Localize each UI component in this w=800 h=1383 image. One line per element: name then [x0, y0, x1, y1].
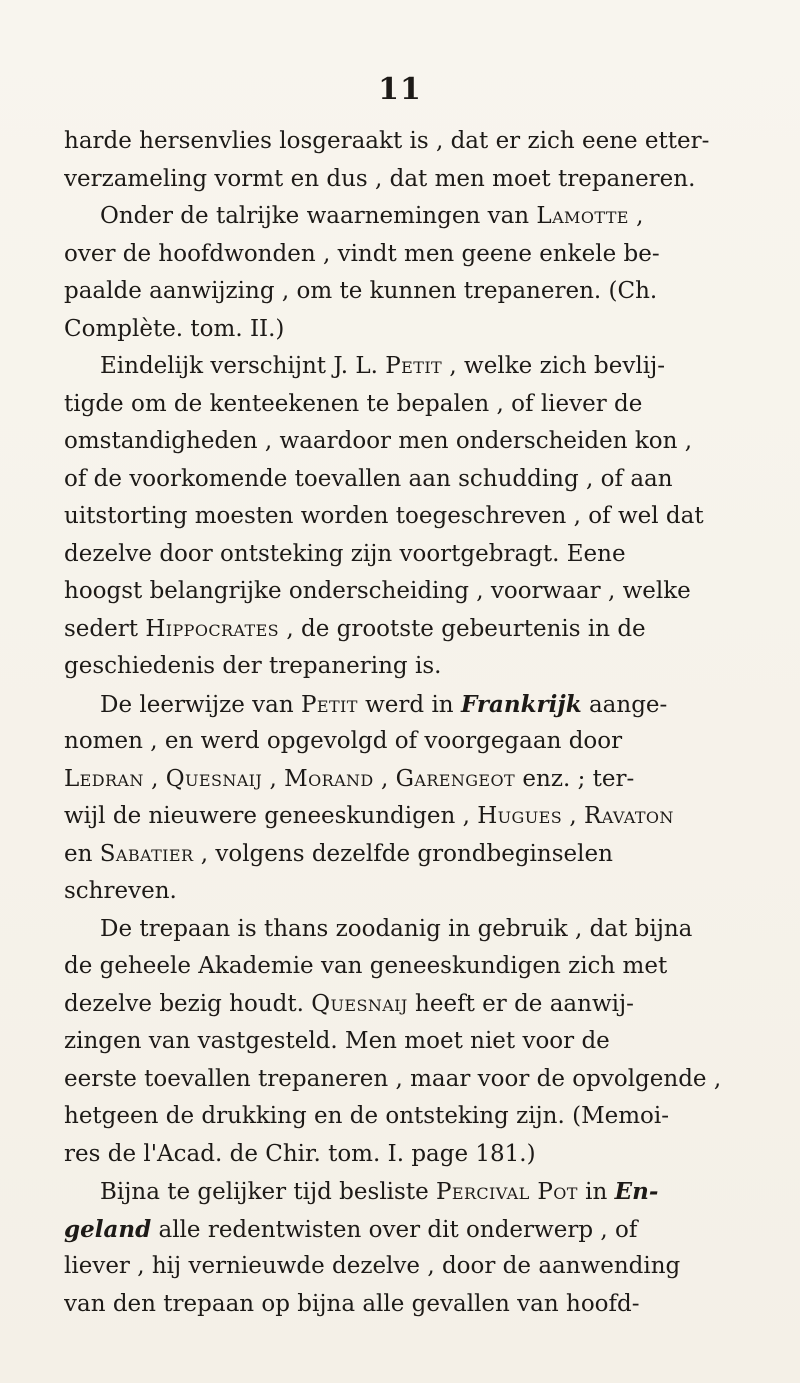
- text-segment: ,: [143, 765, 166, 792]
- text-segment: in: [577, 1179, 615, 1205]
- text-line: [64, 873, 736, 911]
- text-line: [64, 611, 736, 649]
- text-segment: tigde om de kenteekenen te bepalen , of liever de: [64, 390, 643, 417]
- text-segment: geschiedenis der trepanering is.: [64, 653, 442, 679]
- text-line: [64, 1248, 736, 1286]
- text-segment: dezelve door ontsteking zijn voortgebragt. Eene: [64, 540, 626, 567]
- text-line: [64, 386, 736, 424]
- text-segment: paalde aanwijzing , om te kunnen trepaneren. (Ch.: [64, 278, 658, 304]
- text-segment: of de voorkomende toevallen aan schudding , of aan: [64, 465, 673, 492]
- text-segment: hetgeen de drukking en de ontsteking zijn. (Memoi-: [64, 1103, 670, 1129]
- text-line: [64, 311, 736, 349]
- text-segment: Eindelijk verschijnt J. L.: [100, 353, 386, 379]
- name-smallcaps: Petit: [385, 353, 443, 379]
- text-line: [64, 648, 736, 686]
- text-segment: De trepaan is thans zoodanig in gebruik , dat bijna: [100, 915, 693, 942]
- name-smallcaps: Quesnaij: [311, 990, 408, 1017]
- text-line: [64, 498, 736, 536]
- text-segment: wijl de nieuwere geneeskundigen ,: [64, 803, 478, 829]
- text-segment: eerste toevallen trepaneren , maar voor de opvolgende ,: [64, 1065, 722, 1092]
- text-line: [64, 986, 736, 1024]
- text-segment: hoogst belangrijke onderscheiding , voorwaar , welke: [64, 578, 691, 604]
- name-smallcaps: Hippocrates: [145, 615, 280, 642]
- text-line: [64, 1211, 736, 1249]
- name-smallcaps: Quesnaij: [165, 765, 263, 792]
- name-smallcaps: Lamotte: [536, 203, 629, 229]
- name-smallcaps: Garengeot: [395, 765, 516, 792]
- text-line: [64, 536, 736, 574]
- text-segment: werd in: [357, 691, 461, 718]
- text-segment: verzameling vormt en dus , dat men moet trepaneren.: [64, 165, 696, 192]
- text-segment: res de l'Acad. de Chir. tom. I. page 181.): [64, 1140, 536, 1167]
- text-segment: Complète. tom. II.): [64, 315, 285, 342]
- text-line: [64, 573, 736, 611]
- text-line: [64, 798, 736, 836]
- text-line: [64, 723, 736, 761]
- name-smallcaps: Ravaton: [584, 803, 674, 829]
- text-segment: aange-: [581, 691, 668, 718]
- emphasis-italic: geland: [64, 1215, 152, 1243]
- text-segment: Bijna te gelijker tijd besliste: [100, 1179, 437, 1205]
- emphasis-italic: En-: [614, 1178, 659, 1205]
- text-segment: ,: [262, 765, 285, 792]
- text-segment: sedert: [64, 615, 146, 642]
- text-line: [64, 461, 736, 499]
- text-line: [64, 198, 736, 236]
- name-smallcaps: Percival Pot: [436, 1179, 578, 1205]
- name-smallcaps: Morand: [284, 765, 374, 792]
- text-line: [64, 1061, 736, 1099]
- name-smallcaps: Sabatier: [99, 840, 194, 867]
- text-segment: de geheele Akademie van geneeskundigen zich met: [64, 953, 668, 979]
- text-segment: liever , hij vernieuwde dezelve , door de aanwending: [64, 1253, 681, 1279]
- text-segment: alle redentwisten over dit onderwerp , of: [151, 1216, 638, 1243]
- text-segment: schreven.: [64, 878, 177, 904]
- text-segment: over de hoofdwonden , vindt men geene enkele be-: [64, 240, 660, 267]
- text-line: [64, 836, 736, 874]
- text-line: [64, 161, 736, 199]
- text-segment: omstandigheden , waardoor men onderscheiden kon ,: [64, 428, 693, 454]
- text-segment: harde hersenvlies losgeraakt is , dat er zich eene etter-: [64, 128, 710, 154]
- text-line: [64, 948, 736, 986]
- text-line: [64, 348, 736, 386]
- text-segment: De leerwijze van: [100, 691, 301, 718]
- text-segment: uitstorting moesten worden toegeschreven , of wel dat: [64, 503, 704, 529]
- text-segment: , volgens dezelfde grondbeginselen: [193, 840, 613, 867]
- text-line: [64, 1136, 736, 1174]
- text-segment: ,: [628, 203, 644, 229]
- text-segment: enz. ; ter-: [515, 765, 635, 792]
- text-segment: , welke zich bevlij-: [442, 353, 665, 379]
- text-line: [64, 1286, 736, 1324]
- text-segment: , de grootste gebeurtenis in de: [279, 615, 646, 642]
- name-smallcaps: Ledran: [64, 765, 144, 792]
- text-line: [64, 1098, 736, 1136]
- text-line: [64, 236, 736, 274]
- text-line: [64, 1023, 736, 1061]
- text-segment: heeft er de aanwij-: [407, 990, 634, 1017]
- text-segment: Onder de talrijke waarnemingen van: [100, 203, 537, 229]
- emphasis-italic: Frankrijk: [460, 690, 582, 718]
- text-line: [64, 1173, 736, 1211]
- name-smallcaps: Petit: [300, 691, 358, 718]
- text-segment: ,: [562, 803, 584, 829]
- text-segment: dezelve bezig houdt.: [64, 990, 312, 1017]
- text-line: [64, 911, 736, 949]
- text-line: [64, 423, 736, 461]
- text-line: [64, 273, 736, 311]
- name-smallcaps: Hugues: [477, 803, 563, 829]
- text-segment: van den trepaan op bijna alle gevallen van hoofd-: [64, 1290, 640, 1317]
- page-number: 11: [378, 72, 422, 107]
- text-line: [64, 686, 736, 724]
- text-segment: en: [64, 840, 100, 867]
- page-text: [64, 123, 736, 1323]
- text-segment: nomen , en werd opgevolgd of voorgegaan door: [64, 728, 623, 754]
- text-segment: ,: [373, 765, 396, 792]
- text-line: [64, 761, 736, 799]
- text-line: [64, 123, 736, 161]
- text-segment: zingen van vastgesteld. Men moet niet voor de: [64, 1028, 610, 1054]
